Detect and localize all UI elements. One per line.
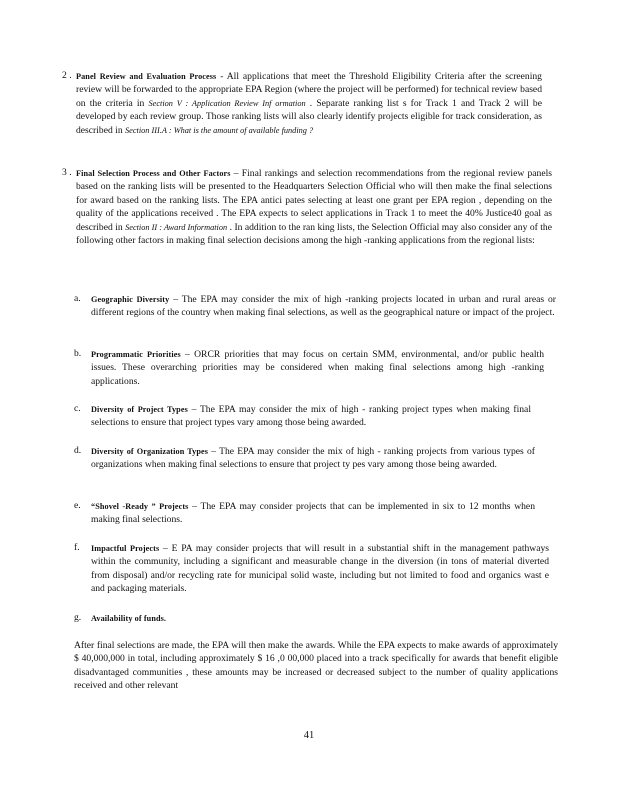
factor-a-letter: a. (74, 293, 81, 304)
factor-c-text: – The EPA may consider the mix of high - ranking project types when making final selections to ensure that project types vary among those being awarded. (91, 404, 531, 429)
item-3-section-ref: Section II : Award Information (125, 222, 228, 232)
item-2-text-b: . Separate ranking list s for Track 1 and Track 2 will be developed by each review group. Those ranking lists will also clearly identify projects eligible for track consideration, as described in (76, 97, 542, 136)
page-number: 41 (303, 730, 315, 741)
factor-d-letter: d. (74, 445, 82, 456)
factor-e-block (91, 500, 535, 527)
item-2-section-ref-2: Section III.A : What is the amount of available funding ? (125, 125, 314, 135)
factor-f-text: – E PA may consider projects that will result in a substantial shift in the management pathways within the community, including a significant and measurable change in the diversion (in tons of material diverted from disposal) and/or recycling rate for municipal solid waste, including but not limited to food and organics wast e and packaging materials. (91, 543, 550, 595)
factor-a-block (91, 293, 556, 320)
factor-a-text: – The EPA may consider the mix of high -ranking projects located in urban and rural areas or different regions of the country when making final selections, as well as the geographical nature or impact of the project. (91, 294, 556, 319)
factor-c-block (91, 403, 531, 430)
factor-g-heading: Availability of funds. (91, 614, 167, 623)
factor-d-text: – The EPA may consider the mix of high - ranking projects from various types of organizations when making final selections to ensure that project ty pes vary among those being awarded. (91, 446, 535, 471)
factor-d-block (91, 445, 535, 472)
item-3-text-a: – Final rankings and selection recommendations from the regional review panels based on the ranking lists will be presented to the Headquarters Selection Official who will then make the final selections for award based on the ranking lists. The EPA antici pates selecting at least one grant per EPA region , depending on the quality of the applications received . The EPA expects to select applications in Track 1 to meet the 40% Justice40 goal as described in (76, 168, 552, 233)
factor-c-heading: Diversity of Project Types (91, 405, 188, 414)
item-3-number: 3 . (62, 167, 72, 178)
closing-paragraph: After final selections are made, the EPA will then make the awards. While the EPA expects to make awards of approximately $ 40,000,000 in total, including approximately $ 16 ,0 00,000 placed into a track specifically for awards that benefit eligible disadvantaged communities , these amounts may be increased or decreased subject to the number of quality applications received and other relevant (74, 640, 558, 692)
factor-b-text: – ORCR priorities that may focus on certain SMM, environmental, and/or public health issues. These overarching priorities may be considered when making final selections among high -ranking applications. (91, 349, 544, 387)
item-2-section-ref: Section V : Application Review Inf ormation (148, 98, 306, 108)
factor-e-text: – The EPA may consider projects that can be implemented in six to 12 months when making final selections. (91, 501, 535, 526)
factor-a-heading: Geographic Diversity (91, 295, 170, 304)
factor-f-letter: f. (74, 542, 80, 553)
item-2-number: 2 . (62, 70, 72, 81)
item-2-heading: Panel Review and Evaluation Process (76, 72, 217, 81)
item-2-block (76, 70, 542, 137)
item-3-text-b: . In addition to the ran king lists, the Selection Official may also consider any of the following other factors in making final selection decisions among the high -ranking applications from the regional lists: (76, 221, 552, 247)
factor-c-letter: c. (74, 403, 81, 414)
factor-b-letter: b. (74, 348, 82, 359)
factor-f-heading: Impactful Projects (91, 544, 160, 553)
factor-d-heading: Diversity of Organization Types (91, 447, 209, 456)
factor-b-heading: Programmatic Priorities (91, 350, 181, 359)
factor-e-heading: “Shovel -Ready ” Projects (91, 502, 189, 511)
factor-g-letter: g. (74, 612, 82, 623)
factor-g-block (91, 612, 535, 625)
factor-f-block (91, 542, 549, 596)
item-3-block (76, 167, 552, 247)
factor-b-block (91, 348, 544, 388)
factor-e-letter: e. (74, 500, 81, 511)
item-2-text-a: - All applications that meet the Threshold Eligibility Criteria after the screening review will be forwarded to the appropriate EPA Region (where the project will be performed) for technical review based on the criteria in (76, 71, 542, 109)
item-3-heading: Final Selection Process and Other Factors (76, 169, 231, 178)
